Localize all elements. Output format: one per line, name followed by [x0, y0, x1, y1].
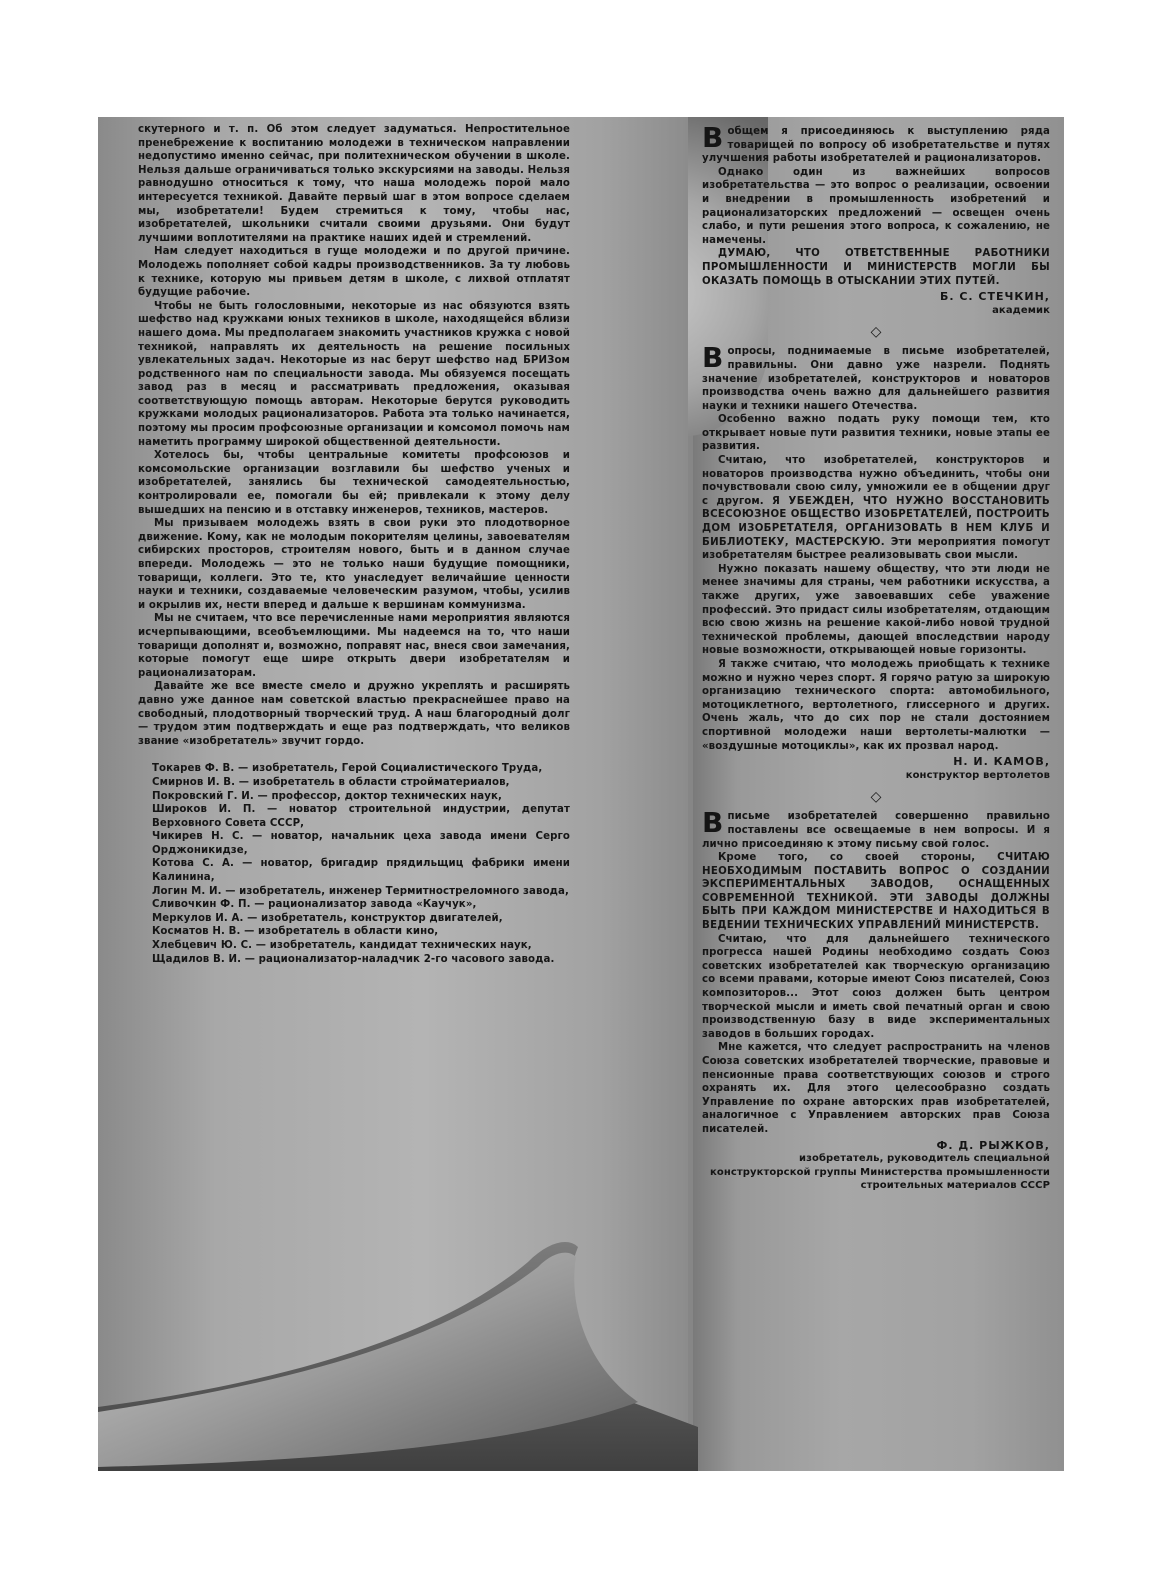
signer: Смирнов И. В. — изобретатель в области стройматериалов, — [152, 776, 510, 788]
emphasis-caps: ДУМАЮ, ЧТО ОТВЕТСТВЕННЫЕ РАБОТНИКИ ПРОМЫШЛЕННОСТИ И МИНИСТЕРСТВ МОГЛИ БЫ ОКАЗАТЬ ПОМОЩЬ В ОТЫСКАНИИ ЭТИХ ПУТЕЙ. — [702, 248, 1050, 287]
left-paragraph-5: Мы призываем молодежь взять в свои руки это плодотворное движение. Кому, как не молодым покорителям целины, завоевателям сибирских просторов, строителям нового, быть и в данном случае впереди. Молодежь — это не только наши будущие помощники, товарищи, коллеги. Это те, кто унаследует величайшие ценности науки и техники, создаваемые человеческим разумом, чтобы, усилив и окрылив их, нести вперед и дальше к вершинам коммунизма. — [138, 518, 570, 611]
signature-name: Н. И. КАМОВ, — [953, 755, 1050, 769]
letter-kamov: Вопросы, поднимаемые в письме изобретателей, правильны. Они давно уже назрели. Поднять значение изобретателей, конструкторов и новаторов производства очень важно для дальнейшего развития науки и техники нашего Отечества. Особенно важно подать руку помощи тем, кто открывает новые пути развития техники, новые этапы ее развития. Считаю, что изобретателей, конструкторов и новаторов производства нужно объединить, чтобы они почувствовали свою силу, умножили ее в общении друг с другом. Я УБЕЖДЕН, ЧТО НУЖНО ВОССТАНОВИТЬ ВСЕСОЮЗНОЕ ОБЩЕСТВО ИЗОБРЕТАТЕЛЕЙ, ПОСТРОИТЬ ДОМ ИЗОБРЕТАТЕЛЯ, ОРГАНИЗОВАТЬ В НЕМ КЛУБ И БИБЛИОТЕКУ, МАСТЕРСКУЮ. Эти мероприятия помогут изобретателям быстрее реализовывать свои мысли. Нужно показать нашему обществу, что эти люди не менее значимы для страны, чем работники искусства, а также других, уже завоевавших себе уважение профессий. Это придаст силы изобретателям, отдающим всю свою жизнь на решение какой-либо новой трудной технической проблемы, дающей впоследствии народу новые возможности, открывающей новые горизонты. Я также считаю, что молодежь приобщать к технике можно и нужно через спорт. Я горячо ратую за широкую организацию технического спорта: автомобильного, мотоциклетного, вертолетного, глиссерного и других. Очень жаль, что до сих пор не стали достоянием спортивной молодежи наши вертолеты-малютки — «воздушные мотоциклы», как их прозвал народ. Н. И. КАМОВ, конструктор вертолетов — [702, 341, 1050, 781]
signer: Покровский Г. И. — профессор, доктор технических наук, — [152, 790, 502, 802]
left-paragraph-2: Нам следует находиться в гуще молодежи и по другой причине. Молодежь пополняет собой кадры производственников. За ту любовь к технике, которую мы привьем детям в школе, с лихвой отплатят будущие рабочие. — [138, 246, 570, 299]
signer: Токарев Ф. В. — изобретатель, Герой Социалистического Труда, — [152, 763, 543, 775]
signer: Котова С. А. — новатор, бригадир прядильщиц фабрики имени Калинина, — [152, 858, 570, 884]
drop-cap: В — [702, 341, 724, 375]
signer: Меркулов И. А. — изобретатель, конструктор двигателей, — [152, 912, 503, 924]
left-paragraph-7: Давайте же все вместе смело и дружно укреплять и расширять давно уже данное нам советской властью прекраснейшее право на свободный, плодотворный творческий труд. А наш благородный долг — трудом этим подтверждать и еще раз подтверждать, что великов звание «изобретатель» звучит гордо. — [138, 681, 570, 747]
left-column — [138, 123, 570, 966]
left-paragraph-4: Хотелось бы, чтобы центральные комитеты профсоюзов и комсомольские организации возглавили бы шефство ученых и изобретателей, занялись бы технической самодеятельностью, контролировали ее, помогали бы ей; привлекали к этому делу вышедших на пенсию и в отставку инженеров, техников, мастеров. — [138, 450, 570, 516]
signature-role: конструктор вертолетов — [905, 769, 1050, 781]
signature-role: изобретатель, руководитель специальной конструкторской группы Министерства промышленности строительных материалов СССР — [709, 1153, 1050, 1192]
left-paragraph-6: Мы не считаем, что все перечисленные нами мероприятия являются исчерпывающими, всеобъемлющими. Мы надеемся на то, что наши товарищи дополнят и, возможно, поправят нас, внеся свои замечания, которые помогут еще шире открыть двери изобретателям и рационализаторам. — [138, 613, 570, 679]
letter-ryzhkov: Вписьме изобретателей совершенно правильно поставлены все освещаемые в нем вопросы. И я лично присоединяю к этому письму свой голос. Кроме того, со своей стороны, СЧИТАЮ НЕОБХОДИМЫМ ПОСТАВИТЬ ВОПРОС О СОЗДАНИИ ЭКСПЕРИМЕНТАЛЬНЫХ ЗАВОДОВ, ОСНАЩЕННЫХ СОВРЕМЕННОЙ ТЕХНИКОЙ. ЭТИ ЗАВОДЫ ДОЛЖНЫ БЫТЬ ПРИ КАЖДОМ МИНИСТЕРСТВЕ И НАХОДИТЬСЯ В ВЕДЕНИИ ТЕХНИЧЕСКИХ УПРАВЛЕНИЙ МИНИСТЕРСТВ. Считаю, что для дальнейшего технического прогресса нашей Родины необходимо создать Союз советских изобретателей как творческую организацию со всеми правами, которые имеют Союз писателей, Союз композиторов... Этот союз должен быть центром творческой мысли и иметь свой печатный орган и свою производственную базу в виде экспериментальных заводов в больших городах. Мне кажется, что следует распространить на членов Союза советских изобретателей творческие, правовые и пенсионные права соответствующих союзов и строго охранять их. Для этого целесообразно создать Управление по охране авторских прав изобретателей, аналогичное с Управлением авторских прав Союза писателей. Ф. Д. РЫЖКОВ, изобретатель, руководитель специальной конструкторской группы Министерства промышленности строительных материалов СССР — [702, 806, 1050, 1192]
left-paragraph-3: Чтобы не быть голословными, некоторые из нас обязуются взять шефство над кружками юных техников в школе, находящейся вблизи нашего дома. Мы предполагаем знакомить участников кружка с новой техникой, направлять их деятельность на решение посильных увлекательных задач. Некоторые из нас берут шефство над БРИЗом родственного нам по специальности завода. Мы обязуемся посещать завод раз в месяц и рассматривать предложения, оказывая соответствующую помощь авторам. Некоторые берутся руководить кружками молодых рационализаторов. Работа эта только начинается, поэтому мы просим профсоюзные организации и комсомол помочь нам наметить программу широкой общественной деятельности. — [138, 300, 570, 448]
signer: Хлебцевич Ю. С. — изобретатель, кандидат технических наук, — [152, 940, 532, 952]
left-paragraph-1: скутерного и т. п. Об этом следует задуматься. Непростительное пренебрежение к воспитанию молодежи в техническом направлении недопустимо именно сейчас, при политехническом обучении в школе. Нельзя дальше ограничиваться только экскурсиями на заводы. Нельзя равнодушно относиться к тому, что наша молодежь порой мало интересуется техникой. Давайте первый шаг в этом вопросе сделаем мы, изобретатели! Будем стремиться к тому, чтобы нас, изобретателей, школьники считали своими друзьями. Они будут лучшими воплотителями на практике наших идей и стремлений. — [138, 124, 570, 244]
diamond-divider-icon: ◇ — [870, 324, 882, 341]
right-column — [702, 121, 1050, 1193]
signer: Логин М. И. — изобретатель, инженер Термитностреломного завода, — [152, 885, 569, 897]
drop-cap: В — [702, 806, 724, 840]
signers-list — [138, 762, 570, 966]
signature-name: Ф. Д. РЫЖКОВ, — [936, 1138, 1050, 1152]
signer: Косматов Н. В. — изобретатель в области кино, — [152, 926, 439, 938]
signer: Щадилов В. И. — рационализатор-наладчик 2-го часового завода. — [152, 953, 555, 965]
letter-stechkin: Вобщем я присоединяюсь к выступлению ряда товарищей по вопросу об изобретательстве и путях улучшения работы изобретателей и рационализаторов. Однако один из важнейших вопросов изобретательства — это вопрос о реализации, освоении и внедрении в промышленность изобретений и рационализаторских предложений — освещен очень слабо, и пути решения этого вопроса, к сожалению, не намечены. ДУМАЮ, ЧТО ОТВЕТСТВЕННЫЕ РАБОТНИКИ ПРОМЫШЛЕННОСТИ И МИНИСТЕРСТВ МОГЛИ БЫ ОКАЗАТЬ ПОМОЩЬ В ОТЫСКАНИИ ЭТИХ ПУТЕЙ. Б. С. СТЕЧКИН, академик — [702, 121, 1050, 316]
drop-cap: В — [702, 121, 724, 154]
signature-name: Б. С. СТЕЧКИН, — [939, 290, 1050, 304]
signature-role: академик — [992, 304, 1050, 316]
signer: Широков И. П. — новатор строительной индустрии, депутат Верховного Совета СССР, — [152, 804, 570, 829]
signer: Чикирев Н. С. — новатор, начальник цеха завода имени Серго Орджоникидзе, — [152, 831, 570, 856]
diamond-divider-icon: ◇ — [870, 789, 882, 806]
signer: Сливочкин Ф. П. — рационализатор завода «Каучук», — [152, 899, 477, 911]
